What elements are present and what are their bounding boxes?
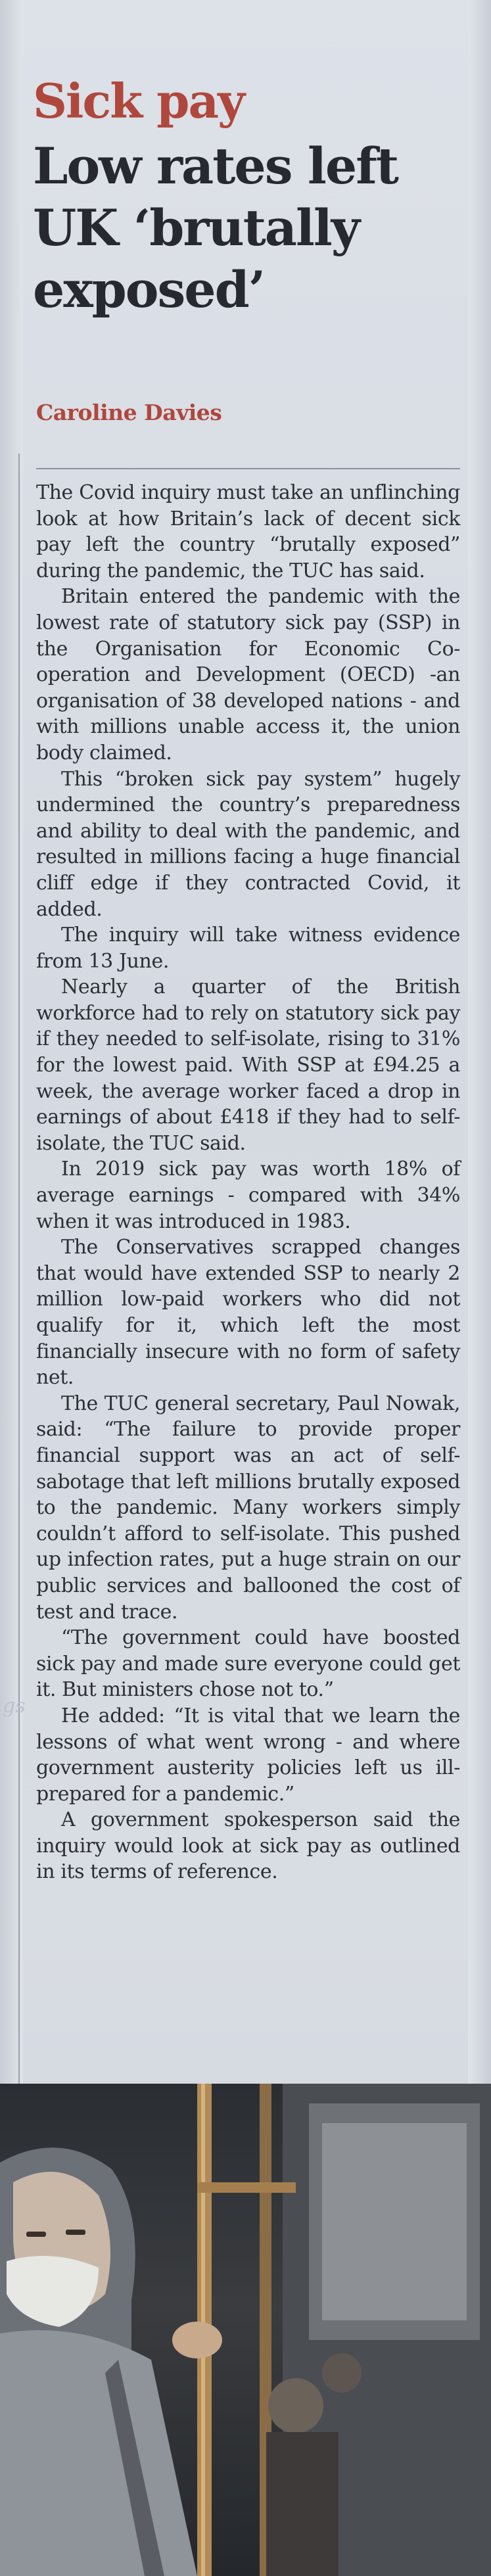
news-photo [0,2084,491,2576]
paragraph: A government spokesperson said the inquiry would look at sick pay as outlined in its terms of reference. [36,1808,460,1884]
paragraph: Nearly a quarter of the British workforce had to rely on statutory sick pay if they needed to self-isolate, rising to 31% for the lowest paid. With SSP at £94.25 a week, the average worker faced a drop in earnings of about £418 if they had to self-isolate, the TUC said. [36,975,460,1155]
article-body [36,480,460,1885]
kicker: Sick pay [33,73,244,129]
paragraph: In 2019 sick pay was worth 18% of average earnings - compared with 34% when it was introduced in 1983. [36,1158,460,1233]
headline-line-3: exposed’ [33,260,265,319]
paragraph: Britain entered the pandemic with the lowest rate of statutory sick pay (SSP) in the Organisation for Economic Co-operation and Development (OECD) -an organisation of 38 developed nations - and with millions unable access it, the union body claimed. [36,585,460,764]
byline: Caroline Davies [36,400,222,425]
margin-fragment: gs [3,1695,26,1718]
paragraph: He added: “It is vital that we learn the lessons of what went wrong - and where government austerity policies left us ill-prepared for a pandemic.” [36,1704,460,1806]
headline-line-1: Low rates left [33,137,398,195]
paragraph: The Covid inquiry must take an unflinching look at how Britain’s lack of decent sick pay left the country “brutally exposed” during the pandemic, the TUC has said. [36,481,460,582]
byline-divider [36,468,460,469]
paragraph: The Conservatives scrapped changes that would have extended SSP to nearly 2 million low-paid workers who did not qualify for it, which left the most financially insecure with no form of safety net. [36,1236,460,1390]
paragraph: “The government could have boosted sick pay and made sure everyone could get it. But ministers chose not to.” [36,1626,460,1702]
paragraph: The TUC general secretary, Paul Nowak, said: “The failure to provide proper financial support was an act of self-sabotage that left millions brutally exposed to the pandemic. Many workers simply couldn’t afford to self-isolate. This pushed up infection rates, put a huge strain on our public services and ballooned the cost of test and trace. [36,1392,460,1624]
bus-passenger-photo [0,2084,491,2576]
headline-line-2: UK ‘brutally [33,199,359,257]
paragraph: The inquiry will take witness evidence from 13 June. [36,924,460,973]
column-rule [18,454,20,2084]
paragraph: This “broken sick pay system” hugely undermined the country’s preparedness and ability to deal with the pandemic, and resulted in millions facing a huge financial cliff edge if they contracted Covid, it added. [36,767,460,921]
headline [33,135,454,321]
